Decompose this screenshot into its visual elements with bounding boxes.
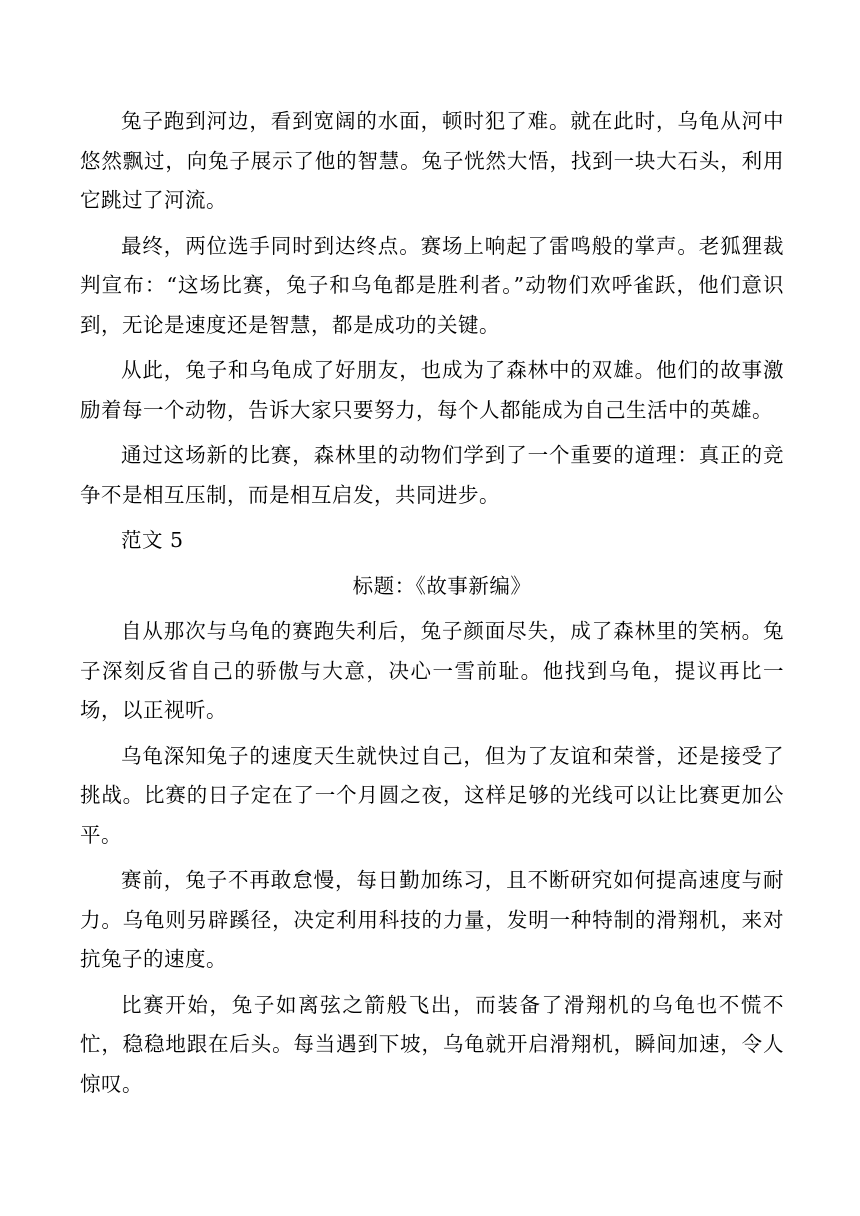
paragraph: 兔子跑到河边，看到宽阔的水面，顿时犯了难。就在此时，乌龟从河中悠然飘过，向兔子展示了他的智慧。兔子恍然大悟，找到一块大石头，利用它跳过了河流。 <box>80 109 784 212</box>
paragraph: 自从那次与乌龟的赛跑失利后，兔子颜面尽失，成了森林里的笑柄。兔子深刻反省自己的骄傲与大意，决心一雪前耻。他找到乌龟，提议再比一场，以正视听。 <box>80 619 784 722</box>
paragraph: 乌龟深知兔子的速度天生就快过自己，但为了友谊和荣誉，还是接受了挑战。比赛的日子定在了一个月圆之夜，这样足够的光线可以让比赛更加公平。 <box>80 743 784 847</box>
document-body <box>80 102 784 1104</box>
paragraph: 从此，兔子和乌龟成了好朋友，也成为了森林中的双雄。他们的故事激励着每一个动物，告诉大家只要努力，每个人都能成为自己生活中的英雄。 <box>80 358 784 422</box>
paragraph: 最终，两位选手同时到达终点。赛场上响起了雷鸣般的掌声。老狐狸裁判宣布：“这场比赛，兔子和乌龟都是胜利者。”动物们欢呼雀跃，他们意识到，无论是速度还是智慧，都是成功的关键。 <box>80 233 784 337</box>
paragraph: 赛前，兔子不再敢怠慢，每日勤加练习，且不断研究如何提高速度与耐力。乌龟则另辟蹊径，决定利用科技的力量，发明一种特制的滑翔机，来对抗兔子的速度。 <box>80 868 784 971</box>
paragraph: 比赛开始，兔子如离弦之箭般飞出，而装备了滑翔机的乌龟也不慌不忙，稳稳地跟在后头。每当遇到下坡，乌龟就开启滑翔机，瞬间加速，令人惊叹。 <box>80 992 784 1096</box>
section-label: 范文 5 <box>121 528 184 552</box>
section-title: 标题：《故事新编》 <box>352 573 532 598</box>
paragraph: 通过这场新的比赛，森林里的动物们学到了一个重要的道理：真正的竞争不是相互压制，而是相互启发，共同进步。 <box>80 443 784 507</box>
